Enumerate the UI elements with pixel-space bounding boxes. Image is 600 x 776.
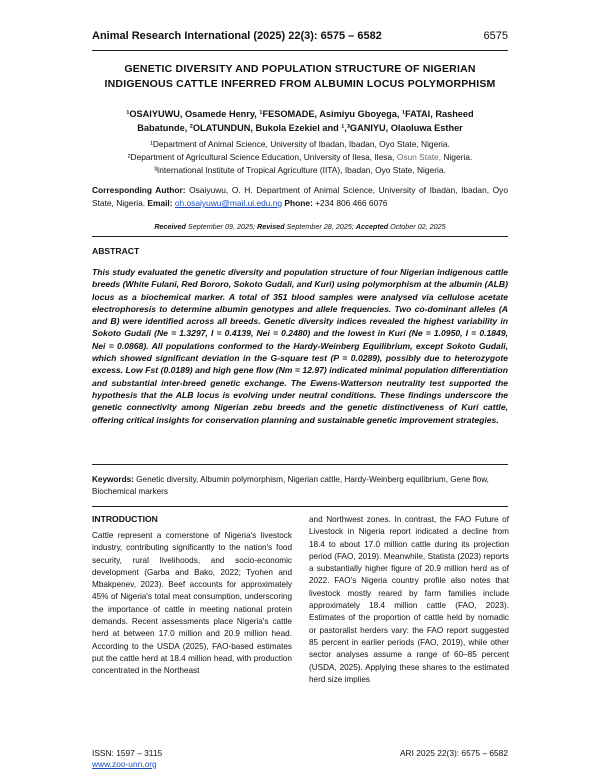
- issn: ISSN: 1597 – 3115: [92, 748, 163, 758]
- author-list: [92, 108, 508, 135]
- abstract-text: This study evaluated the genetic diversity and population structure of four Nigerian indigenous cattle breeds (White Fulani, Red Bororo, Sokoto Gudali, and Kuri) using polymorphism at the albumin (ALB) locus as a biochemical marker. A total of 351 blood samples were analysed via cellulose acetate electrophoresis to determine albumin genotypes and allele frequencies. Two co-dominant alleles (A and B) were identified across all breeds. Genetic diversity indices revealed the highest variability in Sokoto Gudali (Ne = 1.3297, I = 0.4139, Nei = 0.2480) and the lowest in Kuri (Ne = 1.0950, I = 0.1849, Nei = 0.0868). All populations conformed to the Hardy-Weinberg Equilibrium, except Sokoto Gudali, which showed significant deviation in the G-square test (P = 0.0289), possibly due to heterozygote excess. Low Fst (0.0189) and high gene flow (Nm = 12.97) indicated minimal population differentiation and substantial inter-breed genetic exchange. The Ewens-Watterson neutrality test supported the hypothesis that the ALB locus is evolving under neutral conditions. These findings underscore the genetic connectivity among Nigerian zebu breeds and the genetic distinctiveness of Kuri cattle, offering critical insights for conservation planning and sustainable genetic improvement strategies.: [92, 267, 508, 425]
- footer-citation: ARI 2025 22(3): 6575 – 6582: [399, 748, 508, 758]
- authors-line-1: ¹OSAIYUWU, Osamede Henry, ¹FESOMADE, Asimiyu Gboyega, ¹FATAI, Rasheed: [126, 109, 474, 119]
- intro-right-column: [309, 514, 509, 686]
- phone-label: Phone:: [284, 198, 313, 208]
- email-link[interactable]: oh.osaiyuwu@mail.ui.edu.ng: [174, 198, 283, 208]
- header-rule: [92, 50, 508, 51]
- keywords-text: Genetic diversity, Albumin polymorphism, Nigerian cattle, Hardy-Weinberg equilibrium, Gene flow, Biochemical markers: [92, 475, 489, 497]
- introduction-heading: INTRODUCTION: [92, 514, 158, 524]
- journal-url-link[interactable]: www.zoo-unn.org: [92, 759, 157, 769]
- corresponding-text: Osaiyuwu, O. H. Department of Animal Science, University of Ibadan, Ibadan, Oyo State, Nigeria.: [92, 185, 509, 208]
- abstract-rule: [92, 464, 508, 465]
- keywords: [92, 474, 508, 498]
- abstract-heading: ABSTRACT: [92, 246, 140, 256]
- title-line-2: INDIGENOUS CATTLE INFERRED FROM ALBUMIN LOCUS POLYMORPHISM: [104, 78, 496, 90]
- email-label: Email:: [147, 198, 173, 208]
- page-number: 6575: [483, 30, 508, 42]
- affiliation-3: ³International Institute of Tropical Agriculture (IITA), Ibadan, Oyo State, Nigeria.: [154, 165, 446, 175]
- intro-left-column: [92, 530, 292, 678]
- phone-number: +234 806 466 6076: [315, 198, 388, 208]
- corresponding-author: [92, 184, 508, 210]
- affiliation-1: ¹Department of Animal Science, University of Ibadan, Ibadan, Oyo State, Nigeria.: [150, 139, 450, 149]
- intro-left-paragraph: Cattle represent a cornerstone of Nigeria's livestock industry, contributing significantly to the nation's food security, rural livelihoods, and socio-economic development (Garba and Bako, 2022; Tyohen and Mbakpenev, 2023). Beef accounts for approximately 45% of Nigeria's total meat consumption, underscoring the importance of cattle in meeting national protein demands. Recent assessments place Nigeria's cattle herd at between 17.0 million and 20.9 million head. According to the USDA (2025), FAO-based estimates put the cattle herd at 18.4 million head, with production concentrated in the Northeast: [92, 531, 292, 676]
- title-line-1: GENETIC DIVERSITY AND POPULATION STRUCTURE OF NIGERIAN: [124, 63, 476, 75]
- keywords-rule: [92, 506, 508, 507]
- dates-rule: [92, 236, 508, 237]
- page-footer: [92, 748, 508, 772]
- intro-right-paragraph: and Northwest zones. In contrast, the FAO Future of Livestock in Nigeria report indicated a decline from 18.4 to about 17.0 million cattle during its projection period (FAO, 2019). Meanwhile, Statista (2023) reports a substantially higher figure of 20.9 million herd as of 2022. FAO's Nigeria country profile also notes that livestock mostly reared by farm families include approximately 18.4 million cattle (FAO, 2023). Estimates of the proportion of cattle held by nomadic or pastoralist herders vary: the FAO report suggested 85 percent in earlier periods (FAO, 2019), while other sector analyses assume a range of 60–85 percent (USDA, 2025). Applying these shares to the estimated herd size implies: [309, 515, 509, 684]
- article-dates: Received September 09, 2025; Revised September 28, 2025; Accepted October 02, 2025: [154, 222, 446, 231]
- journal-citation: Animal Research International (2025) 22(3): 6575 – 6582: [92, 30, 382, 42]
- affiliation-2: ²Department of Agricultural Science Education, University of Ilesa, Ilesa, Osun State, Nigeria.: [127, 152, 473, 162]
- authors-line-2: Babatunde, ²OLATUNDUN, Bukola Ezekiel and ¹,³GANIYU, Olaoluwa Esther: [137, 122, 463, 133]
- keywords-label: Keywords:: [92, 475, 134, 484]
- corresponding-label: Corresponding Author:: [92, 185, 186, 195]
- article-title: [92, 62, 508, 92]
- running-header: [92, 30, 508, 48]
